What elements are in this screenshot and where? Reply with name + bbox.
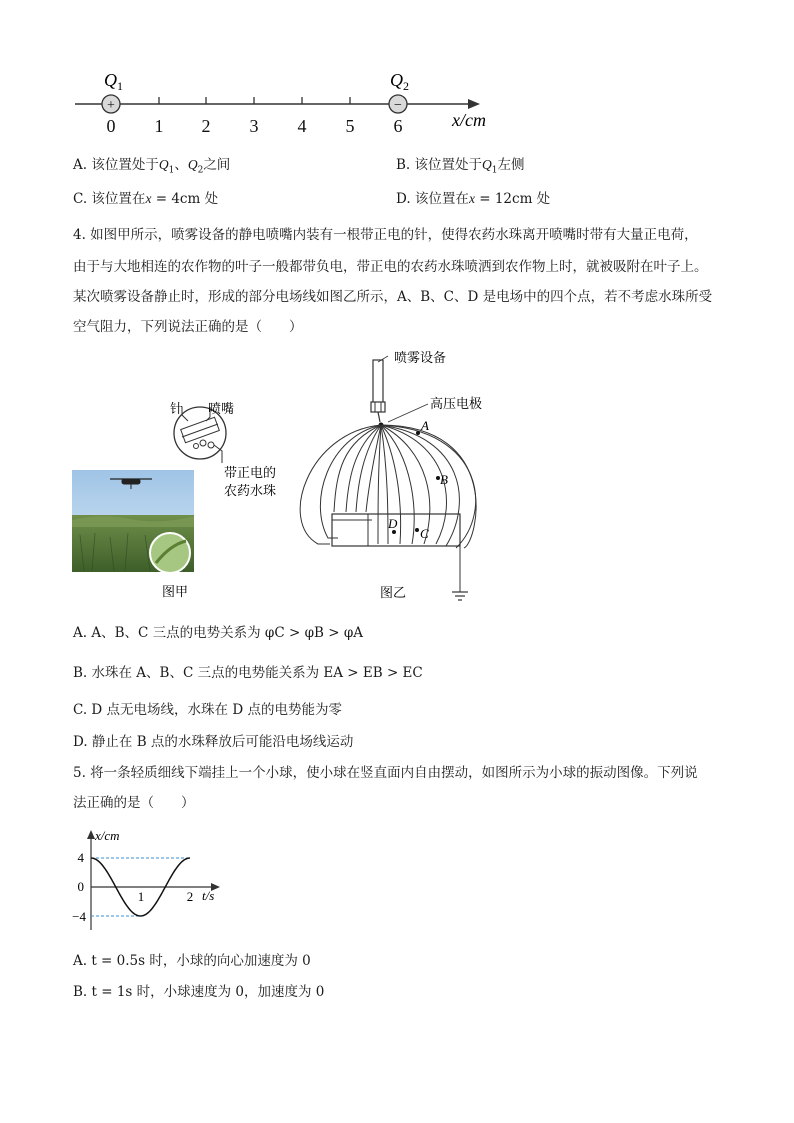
label-device: 喷雾设备 bbox=[394, 350, 447, 365]
graph-x-label: t/s bbox=[202, 888, 215, 903]
tick-label-6: 6 bbox=[393, 116, 403, 136]
q3-option-b: B. 该位置处于$Q_1$左侧 bbox=[396, 157, 525, 176]
tick-label-1: 1 bbox=[154, 116, 164, 136]
spray-device-icon bbox=[373, 360, 383, 404]
label-charged-2: 农药水珠 bbox=[224, 483, 277, 498]
q4-stem-line2: 由于与大地相连的农作物的叶子一般都带负电，带正电的农药水珠喷洒到农作物上时，就被吸附在叶子上。 bbox=[73, 259, 708, 275]
ground-icon bbox=[452, 592, 468, 600]
q1-sign: + bbox=[107, 98, 115, 113]
graph-y-tick-4: 4 bbox=[77, 850, 84, 865]
graph-x-tick-2: 2 bbox=[186, 889, 194, 904]
label-point-d: D bbox=[388, 516, 398, 531]
point-c bbox=[415, 528, 419, 532]
q4-option-a: A. A、B、C 三点的电势关系为 φC > φB > φA bbox=[73, 625, 364, 641]
figure-a bbox=[70, 395, 277, 605]
q4-option-c: C. D 点无电场线，水珠在 D 点的电势能为零 bbox=[73, 702, 342, 718]
q4-stem-line3: 某次喷雾设备静止时，形成的部分电场线如图乙所示，A、B、C、D 是电场中的四个点，若不考虑水珠所受 bbox=[73, 289, 713, 305]
graph-y-label: x/cm bbox=[95, 828, 120, 843]
graph-x-tick-1: 1 bbox=[137, 889, 145, 904]
q5-option-b: B. t = 1s 时，小球速度为 0，加速度为 0 bbox=[73, 984, 325, 1000]
q1-label: $Q_1$ bbox=[104, 70, 123, 93]
graph-y-tick-neg4: −4 bbox=[72, 909, 86, 924]
q5-option-a: A. t = 0.5s 时，小球的向心加速度为 0 bbox=[73, 953, 311, 969]
q5-stem-line2: 法正确的是（ ） bbox=[73, 795, 195, 811]
q4-stem-line1: 4. 如图甲所示，喷雾设备的静电喷嘴内装有一根带正电的针，使得农药水珠离开喷嘴时带有大量正电荷， bbox=[73, 227, 698, 243]
figure-b bbox=[288, 352, 518, 608]
axis-ticks bbox=[159, 97, 350, 104]
label-needle: 针 bbox=[170, 401, 184, 416]
label-point-a: A bbox=[421, 418, 429, 433]
q4-option-d: D. 静止在 B 点的水珠释放后可能沿电场线运动 bbox=[73, 734, 354, 750]
drone-field-photo bbox=[72, 470, 194, 573]
leaf-closeup bbox=[150, 533, 190, 573]
label-electrode: 高压电极 bbox=[430, 396, 483, 411]
q4-stem-line4: 空气阻力，下列说法正确的是（ ） bbox=[73, 319, 303, 335]
point-a bbox=[416, 431, 420, 435]
q3-option-d: D. 该位置在x = 12cm 处 bbox=[396, 191, 551, 207]
caption-fig-a: 图甲 bbox=[162, 584, 189, 599]
label-point-b: B bbox=[440, 472, 448, 487]
vibration-graph bbox=[66, 826, 236, 936]
q4-option-b: B. 水珠在 A、B、C 三点的电势能关系为 EA > EB > EC bbox=[73, 665, 423, 681]
q2-label: $Q_2$ bbox=[390, 70, 409, 93]
q3-option-a: A. 该位置处于$Q_1$、$Q_2$之间 bbox=[73, 157, 231, 176]
tick-label-5: 5 bbox=[345, 116, 355, 136]
axis-label: x/cm bbox=[452, 110, 486, 130]
tick-label-2: 2 bbox=[201, 116, 211, 136]
graph-y-tick-0: 0 bbox=[77, 879, 84, 894]
q3-option-c: C. 该位置在x = 4cm 处 bbox=[73, 191, 219, 207]
number-line-figure bbox=[60, 60, 510, 140]
q5-stem-line1: 5. 将一条轻质细线下端挂上一个小球，使小球在竖直面内自由摆动，如图所示为小球的振动图像。下列说 bbox=[73, 765, 698, 781]
label-point-c: C bbox=[420, 526, 429, 541]
x-axis-arrow bbox=[468, 99, 480, 109]
tick-label-4: 4 bbox=[297, 116, 307, 136]
graph-y-arrow bbox=[87, 830, 95, 839]
q2-sign: − bbox=[394, 98, 402, 113]
tick-label-0: 0 bbox=[106, 116, 116, 136]
tick-label-3: 3 bbox=[249, 116, 259, 136]
caption-fig-b: 图乙 bbox=[380, 585, 407, 600]
label-charged-1: 带正电的 bbox=[224, 465, 277, 480]
label-nozzle: 喷嘴 bbox=[208, 401, 235, 416]
tick-labels bbox=[107, 116, 403, 136]
